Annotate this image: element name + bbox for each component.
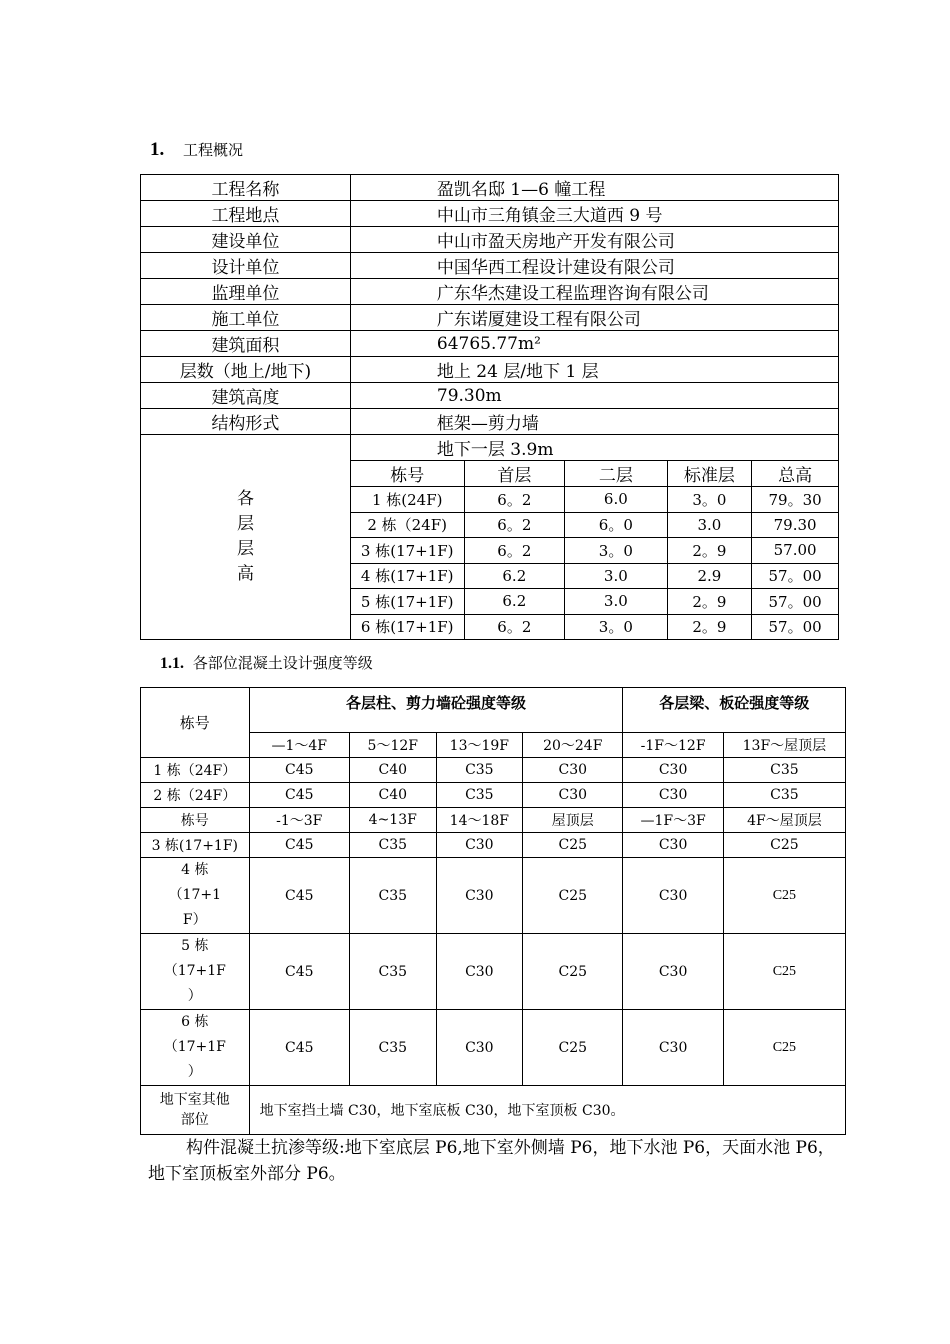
- section-heading: [150, 139, 243, 161]
- strength-cell: C45: [249, 833, 349, 858]
- heights-cell: 1 栋(24F): [350, 487, 464, 513]
- heights-cell: 4 栋(17+1F): [350, 563, 464, 589]
- floor-range-header: 4~13F: [349, 808, 436, 833]
- heights-cell: 6.0: [565, 487, 668, 513]
- floor-range-header: 13～19F: [436, 733, 522, 758]
- strength-cell: C35: [349, 1010, 436, 1086]
- strength-cell: C40: [349, 783, 436, 808]
- overview-label: 建筑面积: [141, 331, 351, 357]
- overview-label: 施工单位: [141, 305, 351, 331]
- floor-range-header: 栋号: [141, 808, 250, 833]
- heights-cell: 57。00: [752, 614, 839, 640]
- heights-cell: 2。9: [667, 614, 752, 640]
- overview-label: 建设单位: [141, 227, 351, 253]
- strength-cell: C30: [623, 783, 723, 808]
- overview-value: 中山市三角镇金三大道西 9 号: [350, 201, 838, 227]
- heights-cell: 3.0: [667, 512, 752, 538]
- overview-value: 64765.77m²: [350, 331, 838, 357]
- strength-cell: C45: [249, 934, 349, 1010]
- heights-cell: 57.00: [752, 538, 839, 564]
- strength-cell: C30: [436, 1010, 522, 1086]
- floor-range-header: 20～24F: [523, 733, 623, 758]
- overview-value: 中国华西工程设计建设有限公司: [350, 253, 838, 279]
- strength-cell: C45: [249, 783, 349, 808]
- overview-row: [141, 201, 839, 227]
- overview-row: [141, 383, 839, 409]
- other-parts-value: 地下室挡土墙 C30，地下室底板 C30，地下室顶板 C30。: [249, 1086, 845, 1135]
- strength-cell: C30: [623, 1010, 723, 1086]
- strength-floor-row: [141, 808, 846, 833]
- heights-cell: 2。9: [667, 538, 752, 564]
- strength-row: [141, 934, 846, 1010]
- section-number: 1.: [150, 139, 165, 160]
- overview-row: [141, 305, 839, 331]
- building-name-line: ）: [187, 1064, 202, 1080]
- strength-cell: C25: [723, 1010, 845, 1086]
- strength-row: [141, 833, 846, 858]
- strength-row: [141, 783, 846, 808]
- heights-label-char: 层: [236, 514, 254, 534]
- heights-label-char: 各: [236, 489, 254, 509]
- heights-cell: 6。2: [464, 512, 565, 538]
- heights-basement-row: [141, 435, 839, 461]
- building-name: [141, 1010, 250, 1086]
- strength-cell: C45: [249, 1010, 349, 1086]
- subsection-heading: [160, 652, 373, 673]
- overview-row: [141, 175, 839, 201]
- strength-cell: C25: [523, 833, 623, 858]
- heights-header: 二层: [565, 461, 668, 487]
- overview-label: 结构形式: [141, 409, 351, 435]
- strength-row: [141, 758, 846, 783]
- heights-cell: 3.0: [565, 563, 668, 589]
- strength-cell: 2 栋（24F）: [141, 783, 250, 808]
- heights-cell: 5 栋(17+1F): [350, 589, 464, 615]
- heights-label-char: 高: [236, 564, 254, 584]
- strength-cell: C25: [723, 934, 845, 1010]
- strength-cell: C30: [623, 858, 723, 934]
- strength-cell: C35: [436, 758, 522, 783]
- heights-cell: 6。2: [464, 538, 565, 564]
- strength-group-row: [141, 688, 846, 733]
- strength-cell: C25: [723, 858, 845, 934]
- building-name-line: 4 栋: [181, 862, 209, 878]
- strength-cell: C25: [523, 934, 623, 1010]
- other-parts-label: [141, 1086, 250, 1135]
- overview-value: 框架—剪力墙: [350, 409, 838, 435]
- strength-cell: C30: [623, 934, 723, 1010]
- heights-cell: 6.2: [464, 563, 565, 589]
- heights-header: 栋号: [350, 461, 464, 487]
- heights-cell: 2.9: [667, 563, 752, 589]
- other-parts-label-line: 部位: [180, 1112, 209, 1128]
- building-name-line: 5 栋: [181, 938, 209, 954]
- heights-cell: 6 栋(17+1F): [350, 614, 464, 640]
- other-parts-row: [141, 1086, 846, 1135]
- strength-cell: C30: [523, 783, 623, 808]
- overview-value: 广东诺厦建设工程有限公司: [350, 305, 838, 331]
- heights-cell: 2。9: [667, 589, 752, 615]
- strength-cell: C30: [436, 934, 522, 1010]
- strength-cell: C25: [723, 833, 845, 858]
- heights-cell: 6.2: [464, 589, 565, 615]
- strength-cell: C40: [349, 758, 436, 783]
- strength-cell: C35: [349, 934, 436, 1010]
- floor-range-header: 屋顶层: [523, 808, 623, 833]
- strength-cell: 3 栋(17+1F): [141, 833, 250, 858]
- strength-cell: C25: [523, 1010, 623, 1086]
- other-parts-label-line: 地下室其他: [159, 1092, 230, 1108]
- overview-label: 工程地点: [141, 201, 351, 227]
- strength-col-header: 栋号: [141, 688, 250, 758]
- floor-range-header: 4F～屋顶层: [723, 808, 845, 833]
- basement-height: 地下一层 3.9m: [350, 435, 838, 461]
- overview-row: [141, 253, 839, 279]
- overview-row: [141, 331, 839, 357]
- strength-cell: C30: [436, 833, 522, 858]
- strength-cell: C35: [723, 783, 845, 808]
- strength-cell: C30: [436, 858, 522, 934]
- building-name-line: ）: [187, 988, 202, 1004]
- overview-row: [141, 357, 839, 383]
- strength-cell: C35: [349, 833, 436, 858]
- heights-cell: 3。0: [565, 538, 668, 564]
- heights-cell: 57。00: [752, 589, 839, 615]
- heights-cell: 2 栋（24F): [350, 512, 464, 538]
- strength-cell: C35: [349, 858, 436, 934]
- overview-row: [141, 279, 839, 305]
- strength-cell: C35: [723, 758, 845, 783]
- heights-cell: 6。2: [464, 487, 565, 513]
- heights-cell: 6。2: [464, 614, 565, 640]
- floor-range-header: 5～12F: [349, 733, 436, 758]
- strength-cell: C30: [523, 758, 623, 783]
- subsection-number: 1.1.: [160, 655, 184, 672]
- strength-cell: C25: [523, 858, 623, 934]
- building-name: [141, 934, 250, 1010]
- heights-header: 总高: [752, 461, 839, 487]
- heights-cell: 79.30: [752, 512, 839, 538]
- building-name-line: （17+1: [168, 887, 222, 903]
- overview-label: 设计单位: [141, 253, 351, 279]
- heights-cell: 3。0: [667, 487, 752, 513]
- impermeability-note: 构件混凝土抗渗等级:地下室底层 P6,地下室外侧墙 P6，地下水池 P6，天面水池 P6，地下室顶板室外部分 P6。: [148, 1138, 835, 1184]
- floor-range-header: 13F～屋顶层: [723, 733, 845, 758]
- building-name-line: 6 栋: [181, 1014, 209, 1030]
- overview-label: 工程名称: [141, 175, 351, 201]
- heights-label-char: 层: [236, 539, 254, 559]
- overview-row: [141, 409, 839, 435]
- overview-value: 盈凯名邸 1—6 幢工程: [350, 175, 838, 201]
- heights-header: 首层: [464, 461, 565, 487]
- strength-cell: C45: [249, 758, 349, 783]
- overview-value: 79.30m: [350, 383, 838, 409]
- floor-range-header: —1～4F: [249, 733, 349, 758]
- heights-cell: 79。30: [752, 487, 839, 513]
- building-name-line: F）: [182, 912, 207, 928]
- floor-range-header: -1～3F: [249, 808, 349, 833]
- concrete-strength-table: [140, 687, 846, 1135]
- heights-cell: 3。0: [565, 614, 668, 640]
- overview-label: 建筑高度: [141, 383, 351, 409]
- floor-range-header: 14～18F: [436, 808, 522, 833]
- strength-row: [141, 858, 846, 934]
- overview-label: 层数（地上/地下): [141, 357, 351, 383]
- section-title: 工程概况: [183, 141, 244, 159]
- project-overview-table: [140, 174, 839, 640]
- building-name-line: （17+1F: [163, 1039, 226, 1055]
- strength-cell: C30: [623, 833, 723, 858]
- overview-label: 监理单位: [141, 279, 351, 305]
- building-name: [141, 858, 250, 934]
- overview-value: 广东华杰建设工程监理咨询有限公司: [350, 279, 838, 305]
- overview-row: [141, 227, 839, 253]
- strength-cell: C35: [436, 783, 522, 808]
- heights-header: 标准层: [667, 461, 752, 487]
- strength-row: [141, 1010, 846, 1086]
- strength-cell: C45: [249, 858, 349, 934]
- beam-slab-group-header: 各层梁、板砼强度等级: [623, 688, 846, 733]
- strength-cell: C30: [623, 758, 723, 783]
- heights-cell: 57。00: [752, 563, 839, 589]
- heights-label: [141, 435, 351, 640]
- subsection-title: 各部位混凝土设计强度等级: [192, 654, 373, 672]
- column-wall-group-header: 各层柱、剪力墙砼强度等级: [249, 688, 623, 733]
- heights-cell: 6。0: [565, 512, 668, 538]
- strength-cell: 1 栋（24F）: [141, 758, 250, 783]
- overview-value: 地上 24 层/地下 1 层: [350, 357, 838, 383]
- building-name-line: （17+1F: [163, 963, 226, 979]
- heights-cell: 3 栋(17+1F): [350, 538, 464, 564]
- floor-range-header: —1F～3F: [623, 808, 723, 833]
- heights-cell: 3.0: [565, 589, 668, 615]
- floor-range-header: -1F～12F: [623, 733, 723, 758]
- overview-value: 中山市盈天房地产开发有限公司: [350, 227, 838, 253]
